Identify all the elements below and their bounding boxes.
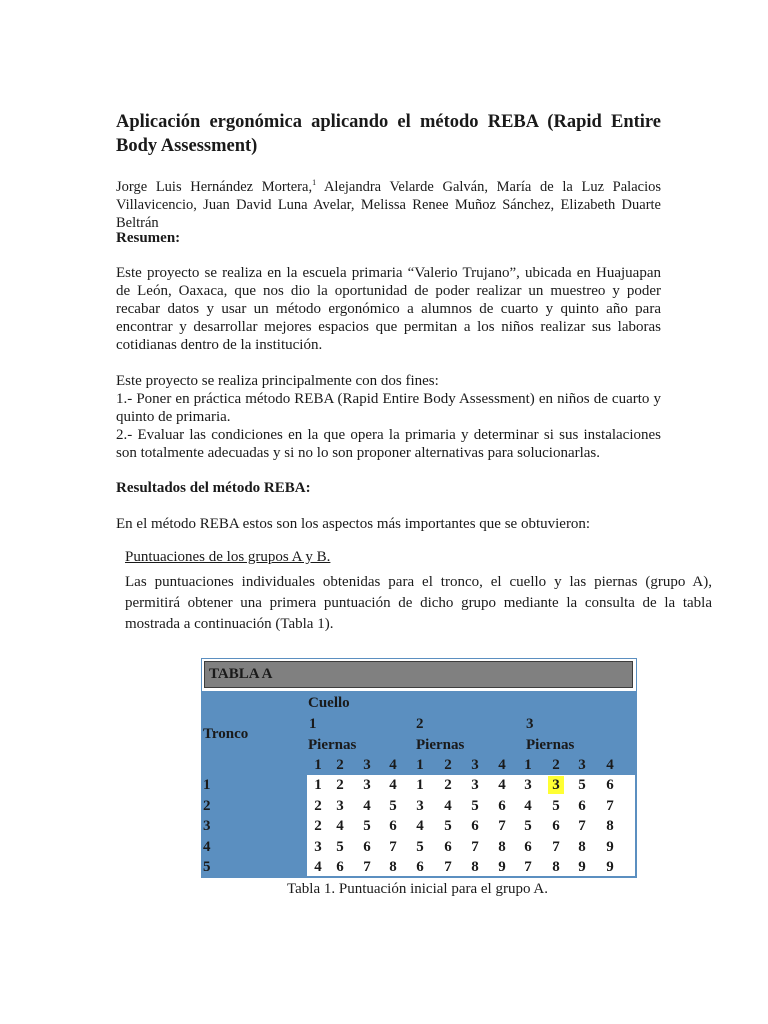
piernas-col-header: 2 [444, 757, 452, 773]
piernas-col-header: 4 [606, 757, 614, 773]
score-cell: 5 [336, 839, 344, 855]
resumen-paragraph-1: Este proyecto se realiza en la escuela primaria “Valerio Trujano”, ubicada en Huajuapan de León, Oaxaca, que nos dio la oportunidad de poder realizar un muestreo y poder recabar datos y usar un método ergonómico a alumnos de cuarto y quinto año para encontrar y desarrollar mejores espacios que permitan a los niños realizar sus laboras cotidianas dentro de la institución. [116, 265, 661, 353]
score-cell: 7 [363, 859, 371, 875]
score-cell: 5 [578, 777, 586, 793]
score-cell: 8 [552, 859, 560, 875]
score-cell: 7 [578, 818, 586, 834]
score-cell: 4 [524, 798, 532, 814]
score-cell: 4 [389, 777, 397, 793]
table-caption: Tabla 1. Puntuación inicial para el grupo A. [287, 881, 548, 897]
piernas-col-header: 1 [416, 757, 424, 773]
score-cell: 5 [552, 798, 560, 814]
score-cell: 6 [498, 798, 506, 814]
section-subheading: Puntuaciones de los grupos A y B. [125, 549, 331, 565]
score-cell: 2 [314, 798, 322, 814]
piernas-col-header: 4 [389, 757, 397, 773]
resultados-paragraph: En el método REBA estos son los aspectos más importantes que se obtuvieron: [116, 516, 591, 532]
tronco-row-label: 5 [203, 859, 211, 875]
score-cell: 4 [336, 818, 344, 834]
score-cell: 4 [444, 798, 452, 814]
score-cell: 6 [552, 818, 560, 834]
tronco-label: Tronco [203, 726, 249, 742]
aim-item-1: 1.- Poner en práctica método REBA (Rapid Entire Body Assessment) en niños de cuarto y quinto de primaria. [116, 391, 661, 425]
score-cell: 6 [578, 798, 586, 814]
tronco-row-label: 2 [203, 798, 211, 814]
table-title: TABLA A [204, 661, 633, 688]
score-cell: 4 [416, 818, 424, 834]
tronco-row-label: 4 [203, 839, 211, 855]
piernas-label-1: Piernas [308, 737, 357, 753]
score-cell: 9 [498, 859, 506, 875]
section-paragraph: Las puntuaciones individuales obtenidas para el tronco, el cuello y las piernas (grupo A), permitirá obtener una primera puntuación de dicho grupo mediante la consulta de la tabla mostrada a continuación (Tabla 1). [125, 574, 712, 632]
score-cell: 7 [606, 798, 614, 814]
score-cell: 2 [314, 818, 322, 834]
piernas-col-header: 2 [336, 757, 344, 773]
score-cell: 7 [444, 859, 452, 875]
score-cell: 8 [578, 839, 586, 855]
score-cell: 3 [336, 798, 344, 814]
score-cell: 9 [606, 859, 614, 875]
score-cell: 7 [552, 839, 560, 855]
cuello-label: Cuello [308, 695, 350, 711]
aim-item-2: 2.- Evaluar las condiciones en la que opera la primaria y determinar si sus instalaciones son totalmente adecuadas y si no lo son proponer alternativas para solucionarlas. [116, 427, 661, 461]
score-cell: 7 [471, 839, 479, 855]
author-footnote-mark: 1 [312, 178, 317, 187]
paper-title: Aplicación ergonómica aplicando el método REBA (Rapid Entire Body Assessment) [116, 112, 661, 156]
score-cell: 1 [314, 777, 322, 793]
aims-intro: Este proyecto se realiza principalmente con dos fines: [116, 373, 439, 389]
score-cell: 9 [606, 839, 614, 855]
score-cell: 6 [471, 818, 479, 834]
resumen-heading: Resumen: [116, 230, 181, 246]
score-cell-highlighted: 3 [548, 776, 564, 794]
score-cell: 8 [498, 839, 506, 855]
piernas-col-header: 1 [524, 757, 532, 773]
score-cell: 5 [471, 798, 479, 814]
resultados-heading: Resultados del método REBA: [116, 480, 311, 496]
score-cell: 3 [471, 777, 479, 793]
score-cell: 6 [524, 839, 532, 855]
piernas-col-header: 3 [363, 757, 371, 773]
score-cell: 3 [524, 777, 532, 793]
piernas-col-header: 3 [578, 757, 586, 773]
piernas-label-2: Piernas [416, 737, 465, 753]
cuello-group-2: 2 [416, 716, 424, 732]
piernas-col-header: 1 [314, 757, 322, 773]
score-cell: 5 [363, 818, 371, 834]
score-cell: 6 [416, 859, 424, 875]
score-cell: 4 [498, 777, 506, 793]
score-cell: 2 [444, 777, 452, 793]
piernas-col-header: 3 [471, 757, 479, 773]
score-cell: 3 [416, 798, 424, 814]
resumen-paragraph-2 [116, 372, 661, 462]
score-cell: 7 [498, 818, 506, 834]
score-cell: 8 [606, 818, 614, 834]
score-cell: 7 [524, 859, 532, 875]
tronco-row-label: 3 [203, 818, 211, 834]
score-cell: 1 [416, 777, 424, 793]
score-cell: 5 [416, 839, 424, 855]
tronco-row-label: 1 [203, 777, 211, 793]
score-cell: 9 [578, 859, 586, 875]
score-cell: 3 [314, 839, 322, 855]
score-cell: 6 [444, 839, 452, 855]
score-cell: 8 [389, 859, 397, 875]
score-cell: 7 [389, 839, 397, 855]
score-cell: 5 [389, 798, 397, 814]
piernas-label-3: Piernas [526, 737, 575, 753]
author-list [116, 174, 661, 232]
score-cell: 8 [471, 859, 479, 875]
score-cell: 2 [336, 777, 344, 793]
cuello-group-3: 3 [526, 716, 534, 732]
piernas-col-header: 4 [498, 757, 506, 773]
score-cell: 5 [524, 818, 532, 834]
first-author: Jorge Luis Hernández Mortera, [116, 178, 313, 195]
score-cell: 5 [444, 818, 452, 834]
score-cell: 6 [363, 839, 371, 855]
other-authors: Alejandra Velarde Galván, María de la Luz Palacios Villavicencio, Juan David Luna Avelar, Melissa Renee Muñoz Sánchez, Elizabeth Duarte Beltrán [116, 178, 662, 231]
score-cell: 3 [363, 777, 371, 793]
score-cell: 4 [363, 798, 371, 814]
score-cell: 6 [606, 777, 614, 793]
score-cell: 6 [389, 818, 397, 834]
score-cell: 6 [336, 859, 344, 875]
score-cell: 4 [314, 859, 322, 875]
piernas-col-header: 2 [552, 757, 560, 773]
cuello-group-1: 1 [309, 716, 317, 732]
